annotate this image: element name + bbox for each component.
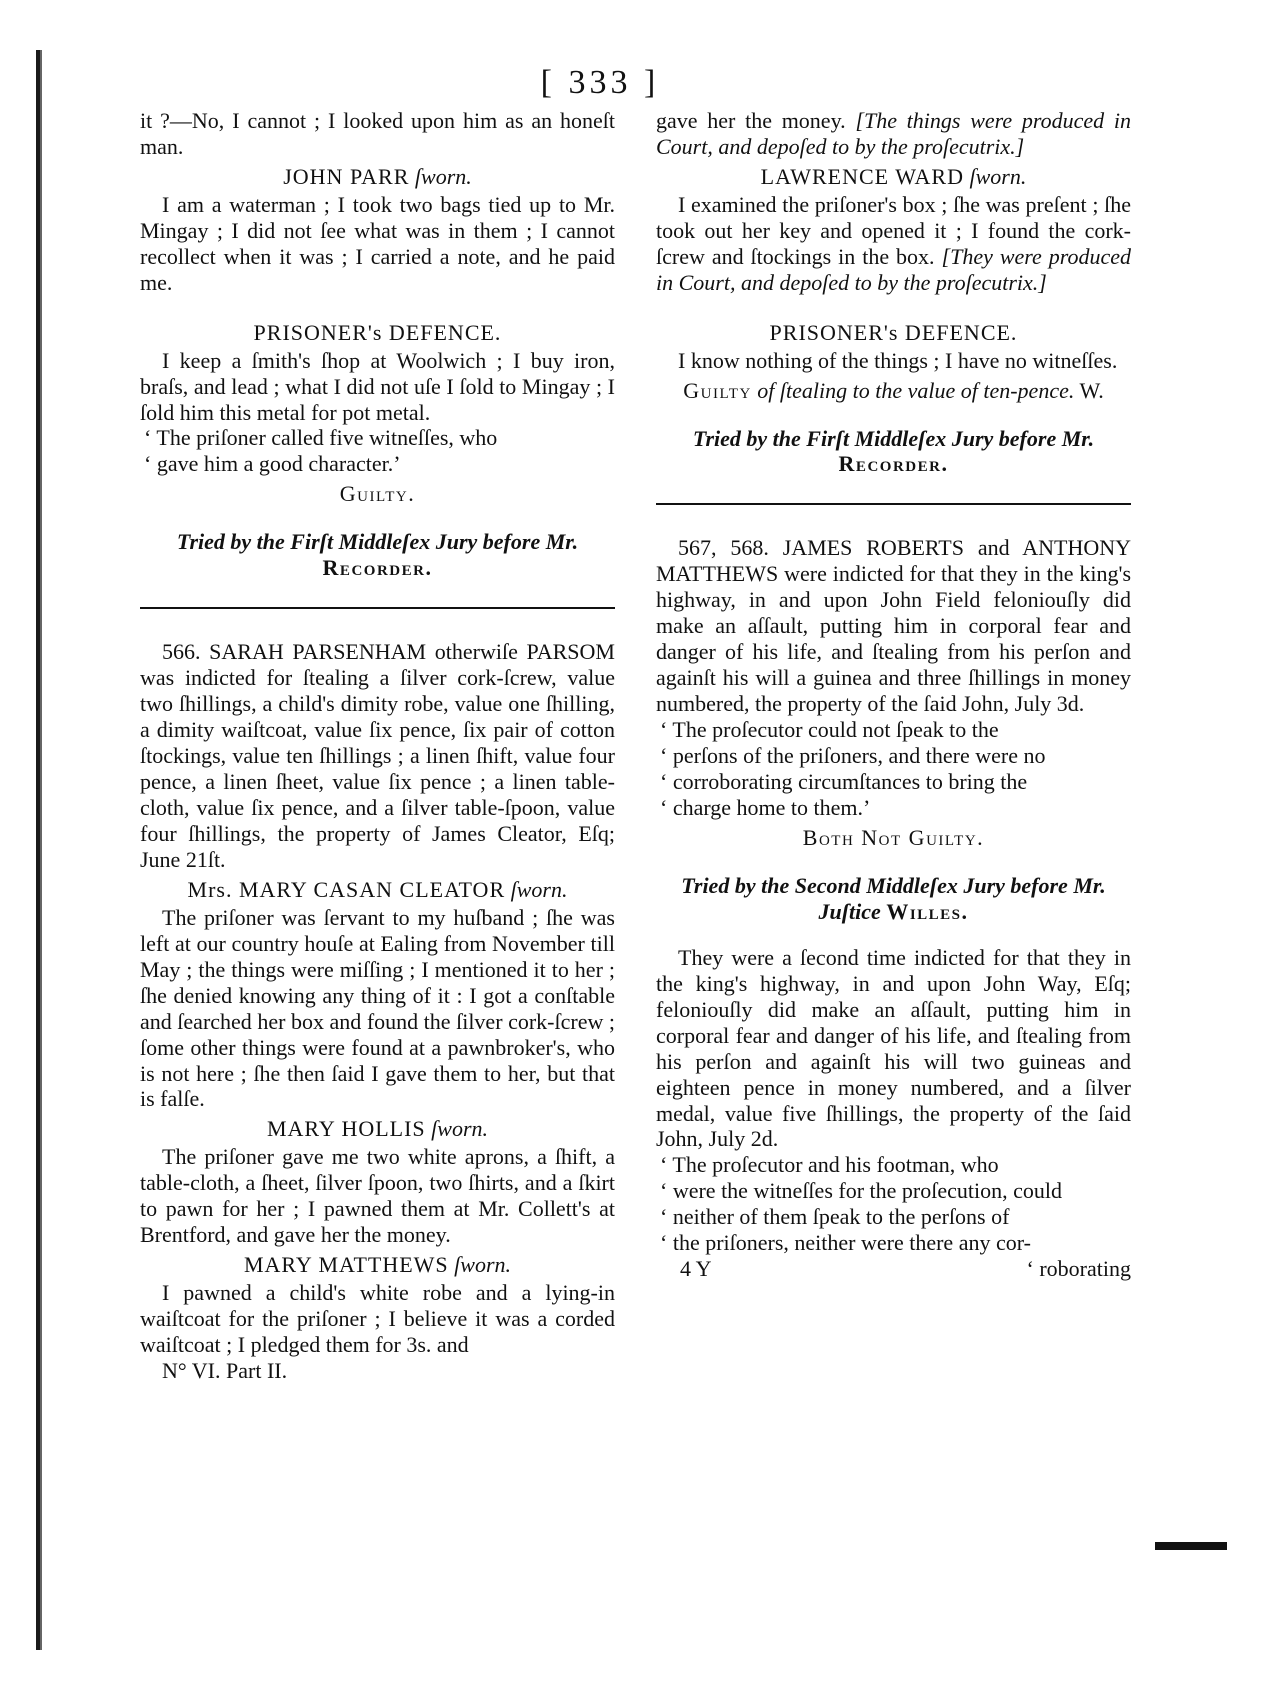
case-paragraph: They were a ſecond time indicted for that they in the king's highway, in and upon John Way, Eſq; feloniouſly did make an aſſault, putting him in corporal fear and danger of his life, and ſtealing from his perſon and againſt his will two guineas and eighteen pence in money numbered, and a ſilver medal, value five ſhillings, the property of the ſaid John, July 2d.	[656, 944, 1131, 1152]
paragraph: gave her the money. [The things were produced in Court, and depoſed to by the proſecutrix.]	[656, 108, 1132, 159]
case-paragraph: 567, 568. JAMES ROBERTS and ANTHONY MATTHEWS were indicted for that they in the king's highway, in and upon John Field feloniouſly did make an aſſault, putting him in corporal fear and danger of his life, and ſtealing from his perſon and againſt his will a guinea and three ſhillings in money numbered, the property of the ſaid John, July 3d.	[656, 535, 1131, 717]
page-binding-edge	[36, 50, 46, 1650]
quote-line: ‘ charge home to them.’	[660, 794, 871, 820]
paragraph: I pawned a child's white robe and a lying-in waiſtcoat for the priſoner ; I believe it was a corded waiſtcoat ; I pledged them for 3s. and	[140, 1280, 615, 1358]
verdict: Both Not Guilty.	[802, 824, 985, 850]
witness-heading: Mrs. MARY CASAN CLEATOR ſworn.	[187, 876, 568, 902]
paragraph: The priſoner gave me two white aprons, a ſhift, a table-cloth, a ſheet, ſilver ſpoon, two ſhirts, and a ſkirt to pawn for her ; I pawned them at Mr. Collett's at Brentford, and gave her the money.	[140, 1144, 615, 1248]
section-rule	[140, 607, 615, 609]
paragraph: I keep a ſmith's ſhop at Woolwich ; I buy iron, braſs, and lead ; what I did not uſe I ſold to Mingay ; I ſold him this metal for pot metal.	[140, 347, 615, 425]
left-column	[140, 108, 615, 1384]
signature-mark: 4 Y	[680, 1256, 712, 1282]
quote-line: ‘ gave him a good character.’	[144, 451, 401, 477]
defence-heading: PRISONER's DEFENCE.	[769, 319, 1018, 345]
verdict: Guilty of ſtealing to the value of ten-pence. W.	[683, 377, 1104, 403]
case-paragraph: 566. SARAH PARSENHAM otherwiſe PARSOM was indicted for ſtealing a ſilver cork-ſcrew, value two ſhillings, a child's dimity robe, value one ſhilling, a dimity waiſtcoat, value ſix pence, ſix pair of cotton ſtockings, value ten ſhillings ; a linen ſhift, value four pence, a linen ſheet, value ſix pence ; a linen table-cloth, value ſix pence, and a ſilver table-ſpoon, value four ſhillings, the property of James Cleator, Eſq; June 21ſt.	[140, 639, 615, 872]
catchword-row	[656, 1256, 1131, 1282]
verdict: Guilty.	[339, 481, 416, 507]
witness-heading: LAWRENCE WARD ſworn.	[760, 163, 1027, 189]
witness-heading: JOHN PARR ſworn.	[283, 163, 472, 189]
right-column	[656, 108, 1131, 1282]
page-number: [ 333 ]	[540, 64, 660, 101]
paragraph: The priſoner was ſervant to my huſband ; ſhe was left at our country houſe at Ealing from November till May ; the things were miſſing ; I mentioned it to her ; ſhe denied knowing any thing of it : I got a conſtable and ſearched her box and found the ſilver cork-ſcrew ; ſome other things were found at a pawnbroker's, who is not here ; ſhe then ſaid I gave them to her, but that is falſe.	[140, 904, 615, 1112]
paragraph: I am a waterman ; I took two bags tied up to Mr. Mingay ; I did not ſee what was in them ; I cannot recollect when it was ; I carried a note, and he paid me.	[140, 191, 615, 295]
defence-heading: PRISONER's DEFENCE.	[253, 319, 502, 345]
paragraph: it ?—No, I cannot ; I looked upon him as an honeſt man.	[140, 108, 615, 159]
trial-note: Tried by the Second Middleſex Jury before Mr. Juſtice Willes.	[681, 872, 1106, 924]
witness-heading: MARY MATTHEWS ſworn.	[243, 1252, 512, 1278]
catchword: ‘ roborating	[1026, 1256, 1131, 1282]
trial-note: Tried by the Firſt Middleſex Jury before Mr. Recorder.	[176, 529, 579, 581]
page-footer: N° VI. Part II.	[162, 1357, 288, 1383]
paragraph: I examined the priſoner's box ; ſhe was preſent ; ſhe took out her key and opened it ; I found the cork-ſcrew and ſtockings in the box. [They were produced in Court, and depoſed to by the proſecutrix.]	[656, 191, 1131, 295]
trial-note: Tried by the Firſt Middleſex Jury before Mr. Recorder.	[692, 425, 1095, 477]
quote-line: ‘ neither of them ſpeak to the perſons of	[660, 1204, 1010, 1230]
quote-line: ‘ were the witneſſes for the proſecution, could	[660, 1178, 1062, 1204]
quote-line: ‘ The proſecutor could not ſpeak to the	[660, 717, 999, 743]
quote-line: ‘ The proſecutor and his footman, who	[660, 1152, 999, 1178]
paragraph: I know nothing of the things ; I have no witneſſes.	[678, 347, 1118, 373]
section-rule	[656, 503, 1131, 505]
witness-heading: MARY HOLLIS ſworn.	[266, 1116, 489, 1142]
quote-line: ‘ perſons of the priſoners, and there were no	[660, 743, 1046, 769]
scan-mark	[1155, 1542, 1227, 1550]
quote-line: ‘ the priſoners, neither were there any cor-	[660, 1230, 1031, 1256]
quote-line: ‘ The priſoner called five witneſſes, who	[144, 425, 498, 451]
quote-line: ‘ corroborating circumſtances to bring the	[660, 769, 1028, 795]
